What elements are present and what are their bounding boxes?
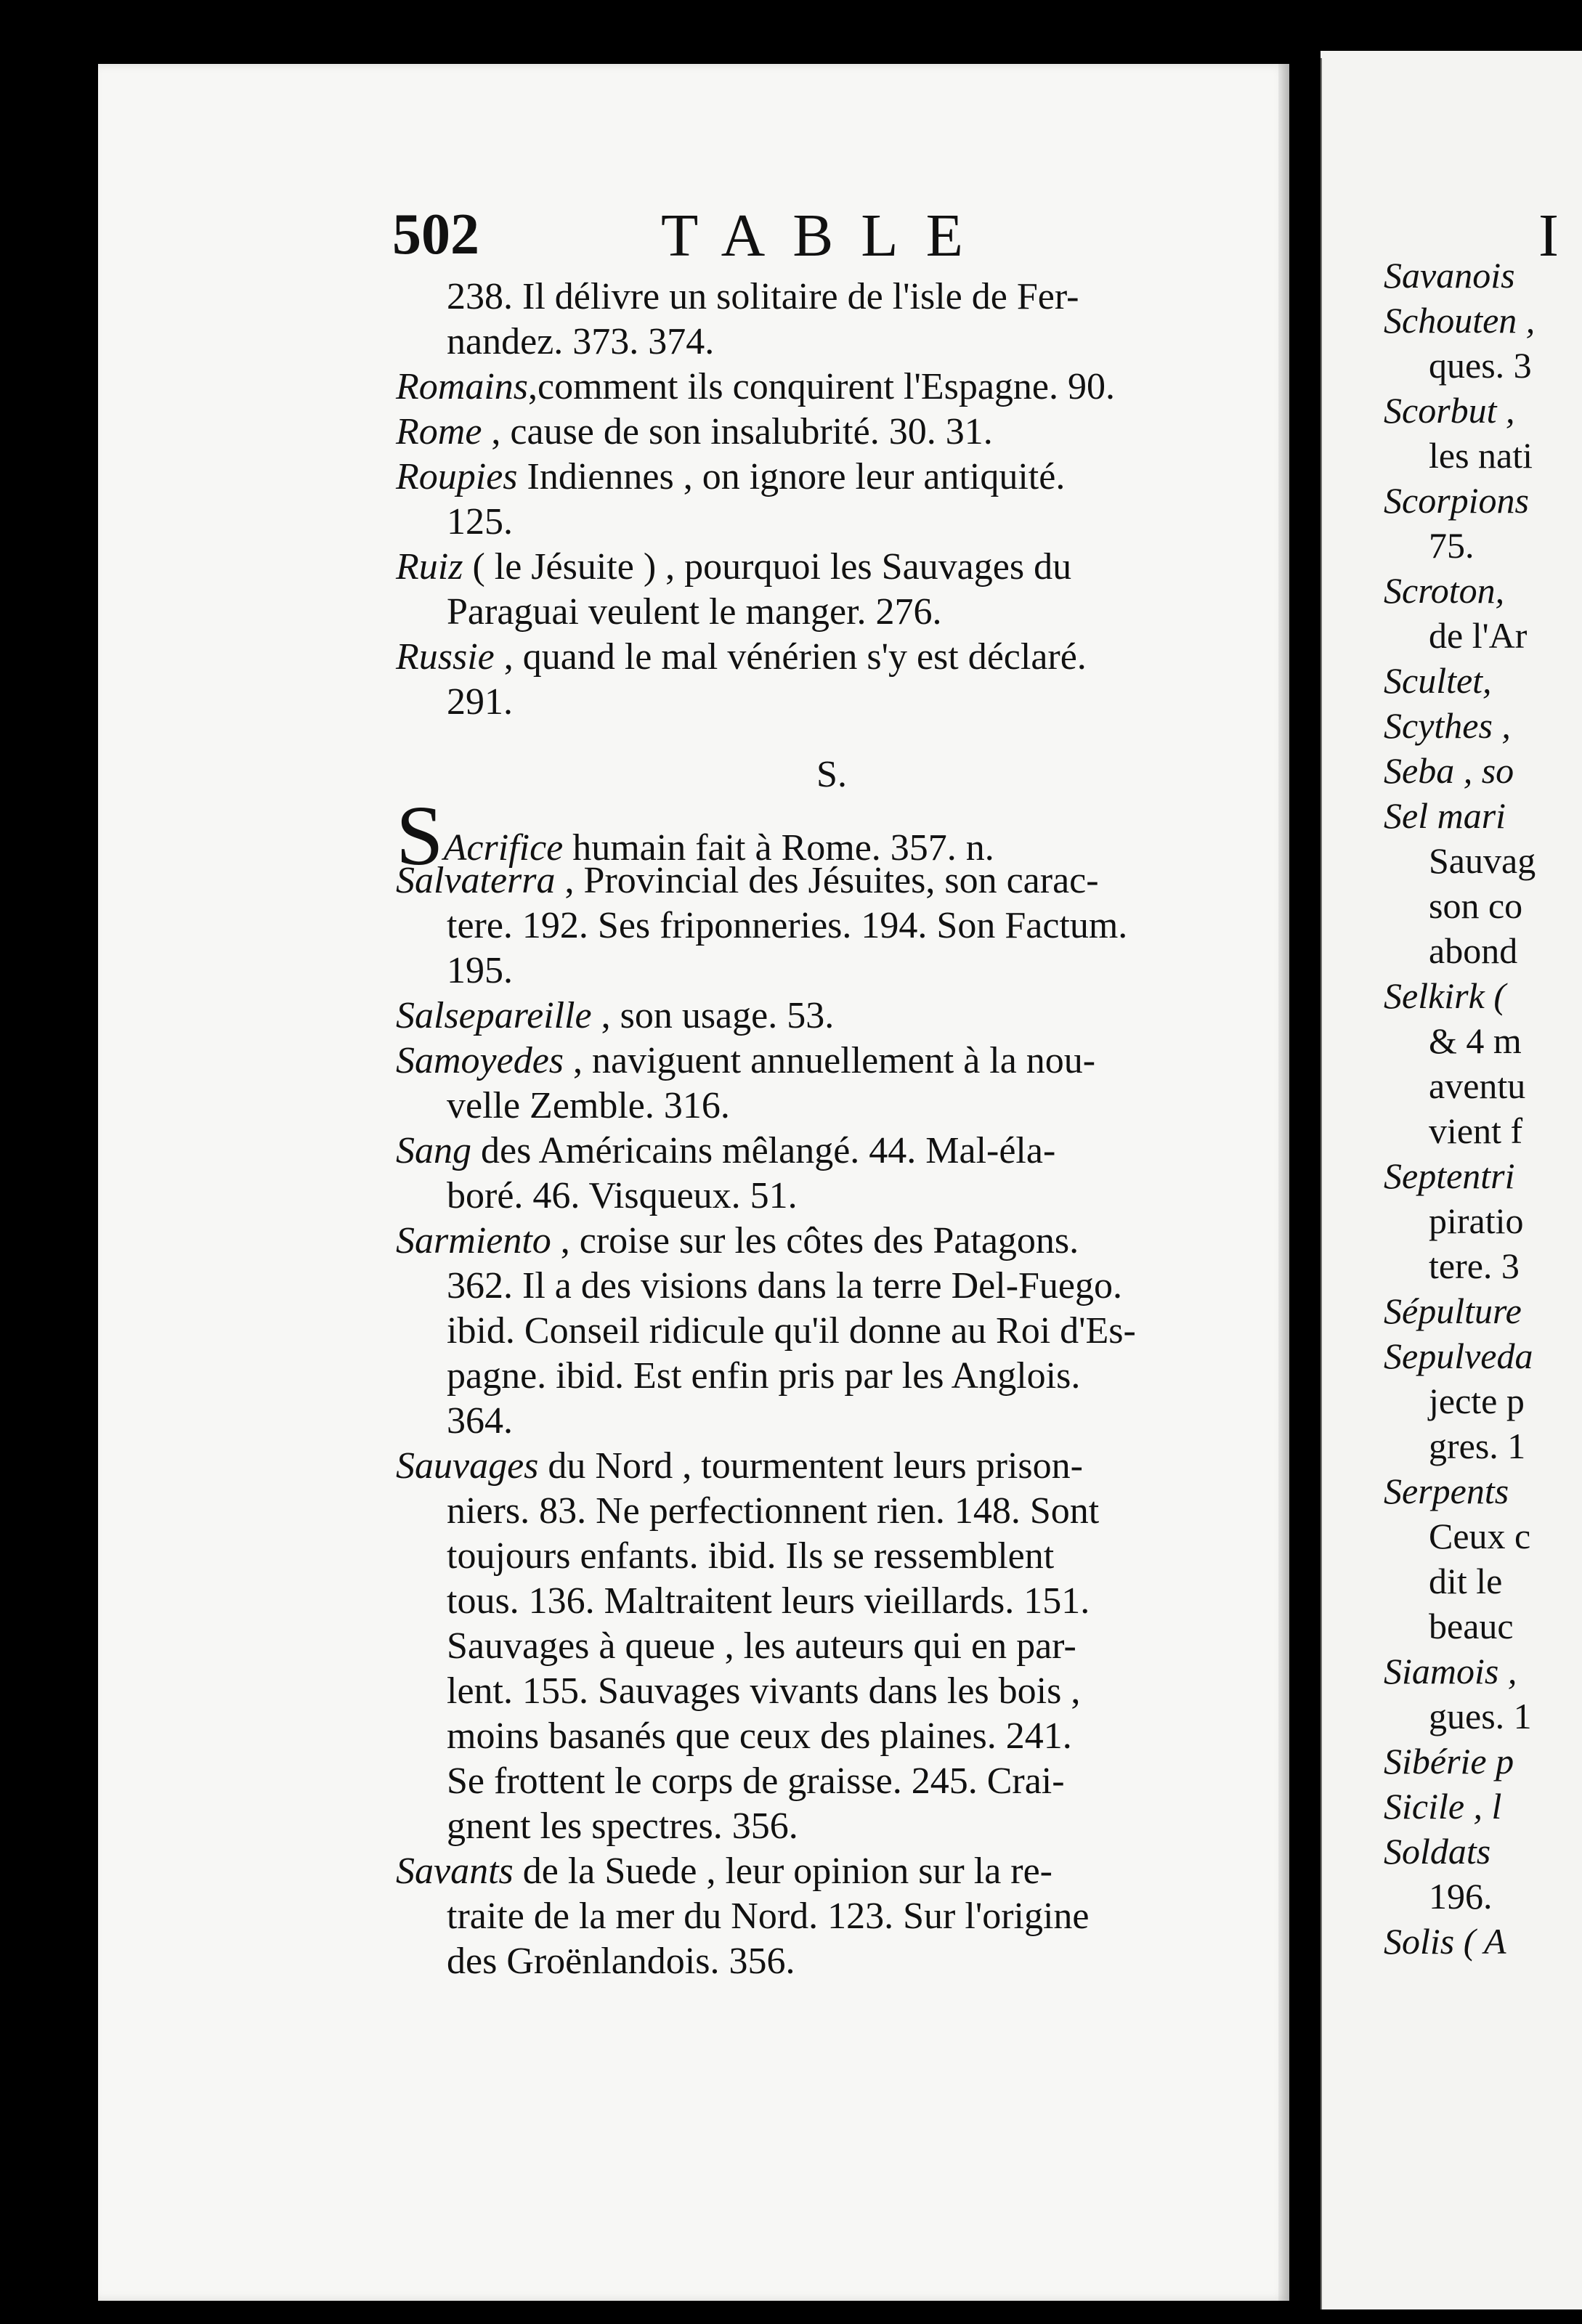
right-page-line: Scythes , [1384,705,1511,746]
index-headword: Acrifice [443,827,564,869]
right-page-line: aventu [1429,1065,1526,1106]
right-page-line: Sépulture [1384,1291,1522,1331]
right-page-line: Sauvag [1429,840,1536,881]
index-line [396,275,1267,320]
index-text: boré. 46. Visqueux. 51. [447,1175,798,1216]
index-line [396,1309,1267,1354]
right-page-line: Selkirk ( [1384,975,1506,1016]
right-page-line: son co [1429,885,1523,926]
right-page-line: gres. 1 [1429,1426,1526,1466]
right-page-line: Soldats [1384,1831,1491,1872]
index-line [396,903,1267,948]
index-line [396,1219,1267,1264]
index-entry [396,858,1267,994]
index-headword: Salvaterra [396,860,556,901]
index-line [396,635,1267,680]
index-line [396,455,1267,500]
right-index-column [1384,253,1558,1964]
index-text: , croise sur les côtes des Patagons. [551,1220,1079,1261]
right-page-line: 75. [1429,525,1474,566]
index-line [396,1714,1267,1759]
index-text: Se frottent le corps de graisse. 245. Crai- [447,1760,1065,1802]
index-line [396,545,1267,590]
right-page-line: Sepulveda [1384,1336,1533,1376]
index-line [396,1399,1267,1444]
right-page-line: ques. 3 [1429,345,1532,386]
index-headword: Russie [396,636,495,678]
index-headword: Savants [396,1850,514,1892]
index-text: , quand le mal vénérien s'y est déclaré. [494,636,1087,678]
drop-initial: S [396,788,444,883]
gutter-shadow [1278,58,1322,2309]
index-line [396,320,1267,365]
index-text: Paraguai veulent le manger. 276. [447,591,942,633]
index-text: moins basanés que ceux des plaines. 241. [447,1715,1072,1757]
index-text: 125. [447,501,513,543]
index-headword: Roupies [396,456,518,497]
right-page-line: Scorbut , [1384,390,1515,431]
section-letter: S. [816,754,847,795]
right-page-line: Scorpions [1384,480,1529,521]
index-text: pagne. ibid. Est enfin pris par les Anglois. [447,1355,1081,1397]
index-line [396,1669,1267,1714]
index-text: tere. 192. Ses friponneries. 194. Son Factum. [447,905,1128,946]
index-line [396,410,1267,455]
index-entry [396,410,1267,455]
index-line [396,590,1267,635]
right-page-line: & 4 m [1429,1020,1522,1061]
index-line [396,1129,1267,1174]
index-line [396,994,1267,1039]
index-text: velle Zemble. 316. [447,1085,730,1126]
index-line [396,1534,1267,1579]
right-page-line: Septentri [1384,1155,1515,1196]
index-text: de la Suede , leur opinion sur la re- [513,1850,1052,1892]
index-entry [396,1039,1267,1129]
index-line [396,1624,1267,1669]
index-line [396,1804,1267,1849]
index-entry [396,1219,1267,1444]
index-text: ,comment ils conquirent l'Espagne. 90. [528,366,1115,407]
index-text: des Américains mêlangé. 44. Mal-éla- [471,1130,1056,1171]
index-entry [396,1129,1267,1219]
index-entry [396,545,1267,635]
right-page-line: Scroton, [1384,570,1505,611]
index-entry [396,635,1267,725]
right-page-line: les nati [1429,435,1533,476]
right-page-line: Seba , so [1384,750,1514,791]
index-line [396,1579,1267,1624]
right-page-line: Scultet, [1384,660,1492,701]
index-line [396,1489,1267,1534]
index-text: lent. 155. Sauvages vivants dans les bois , [447,1670,1081,1712]
index-entry [396,455,1267,545]
index-text: niers. 83. Ne perfectionnent rien. 148. Sont [447,1490,1100,1532]
right-page-line: Solis ( A [1384,1921,1506,1962]
index-headword: Romains [396,366,528,407]
right-page-line: Sibérie p [1384,1741,1514,1781]
index-text: ibid. Conseil ridicule qu'il donne au Roi d'Es- [447,1310,1136,1352]
index-headword: Sarmiento [396,1220,551,1261]
index-text: , Provincial des Jésuites, son carac- [555,860,1099,901]
index-text: du Nord , tourmentent leurs prison- [538,1445,1083,1487]
index-text: gnent les spectres. 356. [447,1805,798,1847]
index-text: des Groënlandois. 356. [447,1941,795,1982]
index-line [396,500,1267,545]
index-column [396,275,1267,1984]
right-page-line: tere. 3 [1429,1246,1520,1286]
index-entry [396,1849,1267,1984]
index-text: 238. Il délivre un solitaire de l'isle de Fer- [447,276,1079,317]
index-text: 362. Il a des visions dans la terre Del-Fuego. [447,1265,1123,1307]
right-page-line: piratio [1429,1200,1524,1241]
right-page-line: beauc [1429,1606,1514,1646]
index-entry [396,275,1267,365]
index-text: Indiennes , on ignore leur antiquité. [517,456,1066,497]
right-page-line: Schouten , [1384,300,1536,341]
index-line [396,1939,1267,1984]
right-page-line: 196. [1429,1876,1493,1917]
index-text: ( le Jésuite ) , pourquoi les Sauvages du [463,546,1072,588]
page-number: 502 [392,203,479,267]
right-page-line: jecte p [1429,1381,1525,1421]
right-page-line: Sicile , l [1384,1786,1502,1827]
right-page-line: gues. 1 [1429,1696,1532,1736]
index-line [396,1264,1267,1309]
index-line [396,1084,1267,1129]
index-headword: Rome [396,411,482,452]
index-line [396,1354,1267,1399]
index-text: , son usage. 53. [591,995,835,1036]
index-line [396,1174,1267,1219]
right-page-line: dit le [1429,1561,1503,1601]
index-text: , naviguent annuellement à la nou- [564,1040,1096,1081]
right-page-line: abond [1429,930,1518,971]
index-text: traite de la mer du Nord. 123. Sur l'origine [447,1896,1090,1937]
index-entry [396,994,1267,1039]
index-entry [396,365,1267,410]
index-headword: Samoyedes [396,1040,564,1081]
index-headword: Sauvages [396,1445,539,1487]
index-headword: Salsepareille [396,995,592,1036]
index-line [396,365,1267,410]
index-text: humain fait à Rome. 357. n. [563,827,994,869]
index-headword: Sang [396,1130,471,1171]
index-text: toujours enfants. ibid. Ils se ressemblent [447,1535,1055,1577]
right-page-line: Savanois [1384,255,1515,296]
index-line [396,1849,1267,1894]
running-title: TABLE [661,202,991,269]
index-text: 291. [447,681,513,723]
index-line [396,1039,1267,1084]
right-page-line: Siamois , [1384,1651,1517,1691]
right-page-line: de l'Ar [1429,615,1528,656]
index-text: Sauvages à queue , les auteurs qui en par- [447,1625,1076,1667]
index-line [396,1894,1267,1939]
index-line [396,948,1267,994]
index-line [396,680,1267,725]
index-text: , cause de son insalubrité. 30. 31. [482,411,993,452]
right-page-line: Serpents [1384,1471,1509,1511]
index-line [396,1759,1267,1804]
right-page-line: vient f [1429,1110,1523,1151]
right-page-line: Ceux c [1429,1516,1531,1556]
index-text: tous. 136. Maltraitent leurs vieillards. 151. [447,1580,1090,1622]
right-page-header-letter: I [1538,202,1559,269]
right-page-line: Sel mari [1384,795,1506,836]
index-entry [396,1444,1267,1849]
index-text: 364. [447,1400,513,1442]
index-text: nandez. 373. 374. [447,321,715,362]
index-line [396,1444,1267,1489]
index-line [396,858,1267,903]
index-headword: Ruiz [396,546,463,588]
index-text: 195. [447,950,513,991]
